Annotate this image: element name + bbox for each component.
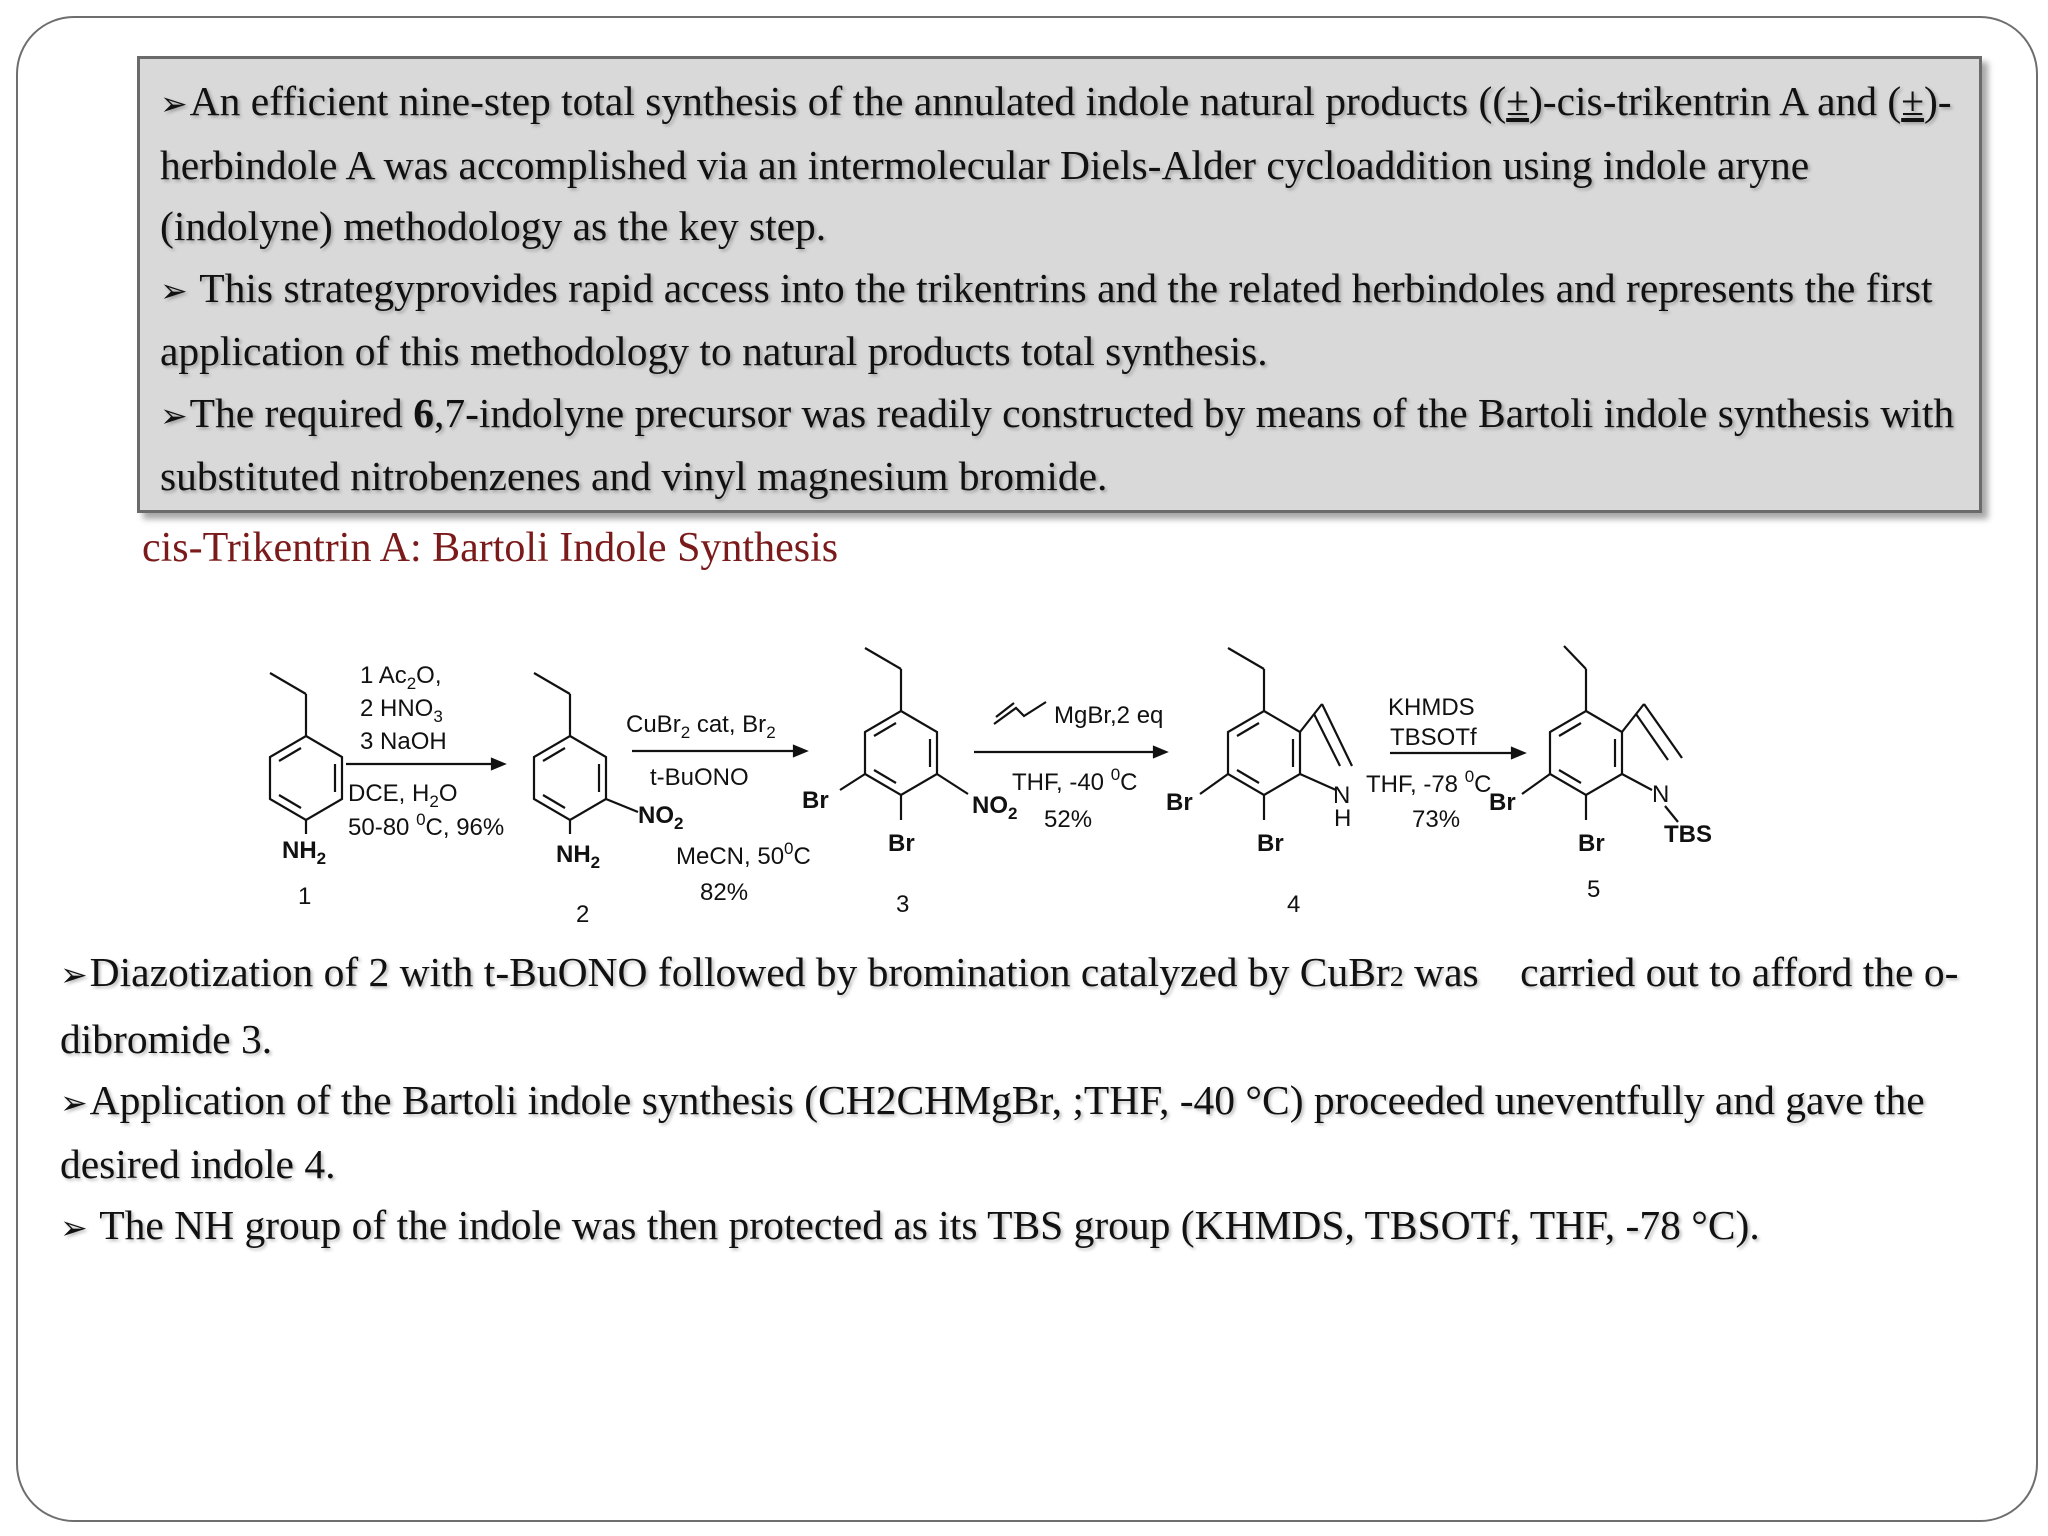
bromine-label: Br: [1489, 789, 1516, 816]
reagent-text: KHMDS: [1388, 694, 1475, 721]
arrowhead-bullet-icon: ➢: [60, 1083, 88, 1122]
hydrogen-label: H: [1334, 805, 1352, 832]
conditions-text: THF, -78 $^0$C: [1366, 767, 1492, 798]
bromine-label: Br: [888, 830, 915, 857]
yield-text: 52%: [1044, 806, 1093, 833]
amine-label: $NH_2$: [282, 837, 327, 868]
arrowhead-bullet-icon: ➢: [60, 1208, 88, 1247]
tbs-label: TBS: [1664, 821, 1712, 848]
solvent-text: DCE, $H_2O$: [348, 780, 458, 811]
nitrogen-label: N: [1652, 781, 1670, 808]
compound-number: 1: [298, 883, 312, 910]
compound-1-structure: [270, 673, 342, 910]
reagent-text: 2 $HNO_3$: [360, 695, 443, 726]
yield-text: 82%: [700, 879, 749, 906]
arrowhead-bullet-icon: ➢: [160, 84, 188, 123]
bromine-label: Br: [1257, 830, 1284, 857]
nitrogen-label: N: [1333, 782, 1351, 809]
compound-4-structure: [1166, 648, 1352, 918]
conditions-text: THF, -40 $^0$C: [1012, 765, 1138, 796]
solvent-text: MeCN, $50^0C$: [676, 839, 811, 870]
compound-number: 4: [1287, 891, 1301, 918]
arrowhead-bullet-icon: ➢: [60, 955, 88, 994]
reagent-text: TBSOTf: [1390, 724, 1477, 751]
summary-bullet-1: ➢An efficient nine-step total synthesis of the annulated indole natural products ((±)-cis-trikentrin A and (±)-herbindole A was accomplished via an intermolecular Diels-Alder cycloaddition using indole aryne (indolyne) methodology as the key step.: [160, 78, 1952, 249]
reagent-text: MgBr,2 eq: [1054, 702, 1164, 729]
arrowhead-bullet-icon: ➢: [160, 270, 188, 310]
section-subtitle: cis-Trikentrin A: Bartoli Indole Synthesis: [142, 525, 839, 571]
arrowhead-bullet-icon: ➢: [160, 395, 188, 435]
summary-bullet-3: ➢The required 6,7-indolyne precursor was readily constructed by means of the Bartoli indole synthesis with substituted nitrobenzenes and vinyl magnesium bromide.: [160, 389, 1955, 499]
bromine-label: Br: [802, 787, 829, 814]
reagent-text: 1 $Ac_2O$,: [360, 662, 442, 693]
note-3: ➢ The NH group of the indole was then protected as its TBS group (KHMDS, TBSOTf, THF, -78 °C).: [60, 1202, 1760, 1248]
bottom-notes: [60, 942, 2020, 1259]
yield-text: 73%: [1412, 806, 1461, 833]
nitro-label: $NO_2$: [638, 802, 684, 833]
compound-number: 2: [576, 901, 590, 928]
step-1: [346, 662, 504, 841]
conditions-text: 50-80 $^0$C, 96%: [348, 810, 505, 841]
bromine-label: Br: [1578, 830, 1605, 857]
reagent-text: 3 NaOH: [360, 728, 447, 755]
summary-bullet-2: ➢ This strategyprovides rapid access into the trikentrins and the related herbindoles and represents the first application of this methodology to natural products total synthesis.: [160, 264, 1933, 374]
note-2: ➢Application of the Bartoli indole synthesis (CH2CHMgBr, ;THF, -40 °C) proceeded uneventfully and gave the desired indole 4.: [60, 1077, 1925, 1187]
reagent-text: t-BuONO: [650, 764, 749, 791]
amine-label: $NH_2$: [556, 841, 601, 872]
reagent-text: CuBr$_2$ cat, $Br_2$: [626, 711, 776, 742]
compound-3-structure: [802, 648, 1017, 918]
nitro-label: $NO_2$: [972, 792, 1018, 823]
bromine-label: Br: [1166, 789, 1193, 816]
compound-5-structure: [1489, 646, 1712, 903]
note-1: ➢Diazotization of 2 with t-BuONO followed by bromination catalyzed by CuBr2 was carried out to afford the o-dibromide 3.: [60, 949, 1959, 1062]
compound-number: 5: [1587, 876, 1601, 903]
compound-number: 3: [896, 891, 910, 918]
